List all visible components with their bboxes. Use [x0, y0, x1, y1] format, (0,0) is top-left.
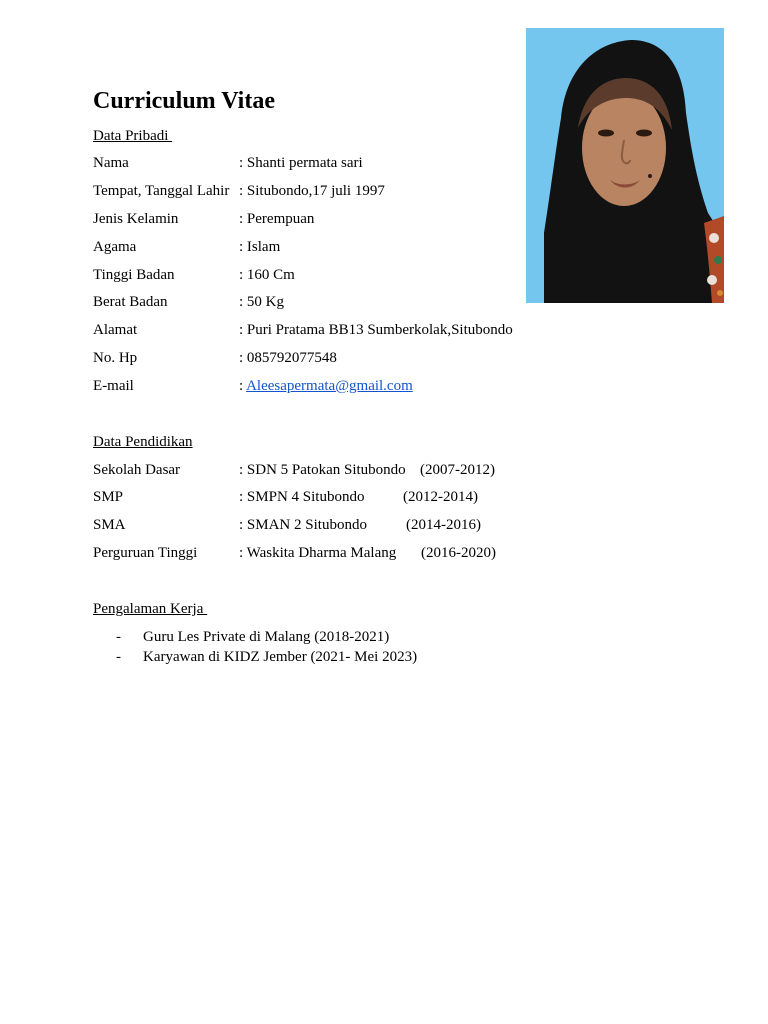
education-row-senior-high: [93, 515, 733, 535]
list-item: [116, 627, 616, 647]
row-value: : Perempuan: [239, 211, 315, 227]
row-label: Sekolah Dasar: [93, 462, 181, 478]
row-label: Alamat: [93, 322, 138, 338]
row-value: : Waskita Dharma Malang: [239, 545, 397, 561]
row-value: : 085792077548: [239, 350, 337, 366]
row-label: Nama: [93, 155, 129, 171]
bullet-dash: -: [116, 629, 121, 645]
row-value: : Islam: [239, 239, 281, 255]
row-value: : 160 Cm: [239, 267, 295, 283]
list-item: [116, 647, 616, 667]
email-link[interactable]: Aleesapermata@gmail.com: [246, 378, 413, 394]
personal-row-birth: [93, 181, 733, 201]
list-item-text: Guru Les Private di Malang (2018-2021): [143, 629, 390, 645]
row-label: Jenis Kelamin: [93, 211, 179, 227]
row-period: (2016-2020): [421, 545, 496, 561]
row-value: : Shanti permata sari: [239, 155, 363, 171]
row-label: Berat Badan: [93, 294, 168, 310]
bullet-dash: -: [116, 649, 121, 665]
row-label: E-mail: [93, 378, 134, 394]
section-heading-education: Data Pendidikan: [93, 434, 193, 450]
row-label: Tinggi Badan: [93, 267, 175, 283]
row-period: (2012-2014): [403, 489, 478, 505]
row-label: Tempat, Tanggal Lahir: [93, 183, 230, 199]
row-value: : SDN 5 Patokan Situbondo: [239, 462, 406, 478]
section-heading-experience: Pengalaman Kerja: [93, 601, 208, 617]
row-label: SMA: [93, 517, 126, 533]
row-value: : SMPN 4 Situbondo: [239, 489, 365, 505]
education-row-university: [93, 543, 733, 563]
personal-row-name: [93, 153, 733, 173]
personal-row-phone: [93, 348, 733, 368]
email-prefix: :: [239, 378, 247, 394]
row-value: [239, 376, 413, 396]
personal-row-address: [93, 320, 733, 340]
list-item-text: Karyawan di KIDZ Jember (2021- Mei 2023): [143, 649, 418, 665]
row-value: : Situbondo,17 juli 1997: [239, 183, 385, 199]
row-label: SMP: [93, 489, 124, 505]
row-label: No. Hp: [93, 350, 138, 366]
page-title: Curriculum Vitae: [93, 88, 275, 114]
row-period: (2014-2016): [406, 517, 481, 533]
education-row-junior-high: [93, 487, 733, 507]
row-value: : 50 Kg: [239, 294, 284, 310]
personal-row-email: [93, 376, 733, 396]
personal-row-gender: [93, 209, 733, 229]
row-label: Agama: [93, 239, 137, 255]
personal-row-height: [93, 265, 733, 285]
row-value: : Puri Pratama BB13 Sumberkolak,Situbondo: [239, 322, 513, 338]
personal-row-religion: [93, 237, 733, 257]
row-label: Perguruan Tinggi: [93, 545, 198, 561]
personal-row-weight: [93, 292, 733, 312]
education-row-elementary: [93, 460, 733, 480]
row-period: (2007-2012): [420, 462, 495, 478]
section-heading-personal: Data Pribadi: [93, 128, 173, 144]
row-value: : SMAN 2 Situbondo: [239, 517, 367, 533]
